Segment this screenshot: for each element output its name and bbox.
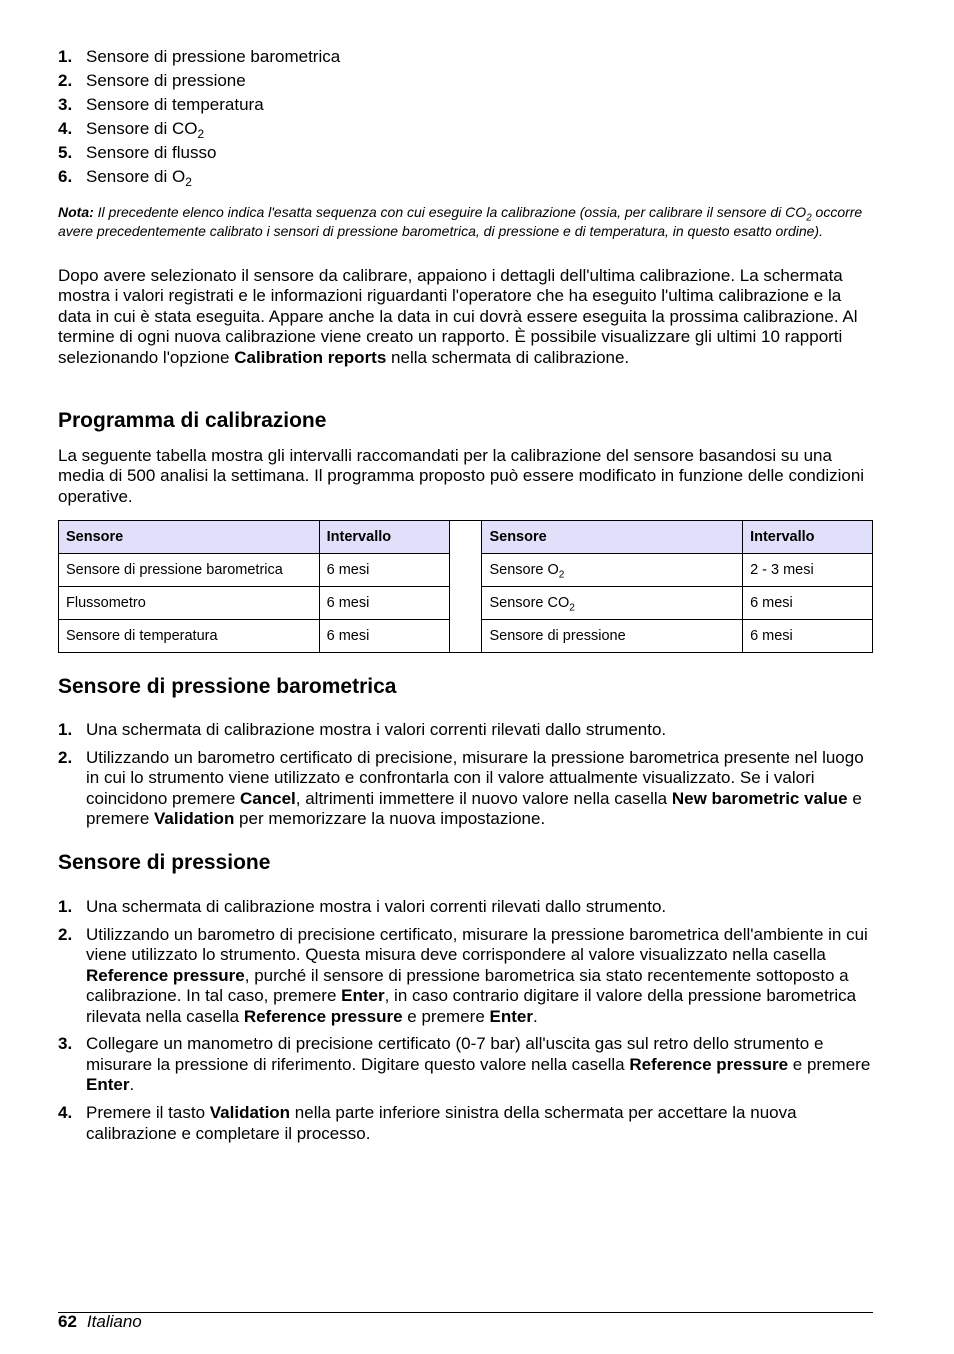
sensor-order-list [58, 47, 872, 191]
table-cell: Sensore di temperatura [59, 620, 320, 653]
column-header: Sensore [59, 521, 320, 554]
step-text: Utilizzando un barometro certificato di precisione, misurare la pressione barometrica presente nel luogo in cui lo strumento viene utilizzato e confrontarla con il valore attualmente visualizzato. Se i valori coincidono premere Cancel, altrimenti immettere il nuovo valore nella casella New barometric value e premere Validation per memorizzare la nuova impostazione. [86, 747, 864, 829]
list-item: 4. Premere il tasto Validation nella parte inferiore sinistra della schermata per accettare la nuova calibrazione e completare il processo. [58, 1103, 797, 1143]
table-spacer [449, 521, 482, 653]
step-text: Una schermata di calibrazione mostra i valori correnti rilevati dallo strumento. [86, 720, 667, 739]
list-item: 1. Una schermata di calibrazione mostra i valori correnti rilevati dallo strumento. [58, 720, 667, 739]
page-number: 62 [58, 1312, 77, 1331]
step-text: Utilizzando un barometro di precisione certificato, misurare la pressione barometrica dell'ambiente in cui viene utilizzato lo strumento. Questa misura deve corrispondere al valore visualizzato nella casella Reference pressure, purché il sensore di pressione barometrica sia stato recentemente sottoposto a calibrazione. In tal caso, premere Enter, in caso contrario digitare il valore della pressione barometrica rilevata nella casella Reference pressure e premere Enter. [86, 924, 868, 1026]
list-item: 6. Sensore di $O_2$ [58, 167, 192, 190]
list-item: 1. Sensore di pressione barometrica [58, 47, 341, 66]
table-cell: Sensore di pressione [482, 620, 743, 653]
list-item: 3. Sensore di temperatura [58, 95, 264, 114]
table-cell: Flussometro [59, 587, 320, 620]
page-footer [58, 1311, 142, 1333]
footer-divider [58, 1312, 873, 1313]
table-cell: 6 mesi [743, 587, 873, 620]
list-item: 4. Sensore di $CO_2$ [58, 119, 205, 142]
step-text: Collegare un manometro di precisione certificato (0-7 bar) all'uscita gas sul retro dello strumento e misurare la pressione di riferimento. Digitare questo valore nella casella Reference pressure e premere Enter. [86, 1034, 871, 1095]
table-cell: 6 mesi [319, 620, 449, 653]
table-header-row [59, 521, 873, 554]
list-item: 3. Collegare un manometro di precisione certificato (0-7 bar) all'uscita gas sul retro dello strumento e misurare la pressione di riferimento. Digitare questo valore nella casella Reference pressure e premere Enter. [58, 1034, 871, 1095]
calibration-note: Nota: Il precedente elenco indica l'esatta sequenza con cui eseguire la calibrazione (ossia, per calibrare il sensore di $CO_2$ occorre avere precedentemente calibrato i sensori di pressione barometrica, di pressione e di temperatura, in questo esatto ordine). [58, 204, 863, 239]
baro-heading: Sensore di pressione barometrica [58, 675, 397, 698]
column-header: Intervallo [743, 521, 873, 554]
list-item: 1. Una schermata di calibrazione mostra i valori correnti rilevati dallo strumento. [58, 897, 667, 916]
list-item: 2. Utilizzando un barometro certificato di precisione, misurare la pressione barometrica presente nel luogo in cui lo strumento viene utilizzato e confrontarla con il valore attualmente visualizzato. Se i valori coincidono premere Cancel, altrimenti immettere il nuovo valore nella casella New barometric value e premere Validation per memorizzare la nuova impostazione. [58, 747, 864, 829]
table-cell: 6 mesi [319, 554, 449, 587]
table-cell: Sensore di pressione barometrica [59, 554, 320, 587]
schedule-heading: Programma di calibrazione [58, 409, 327, 432]
table-cell: Sensore $O_2$ [482, 554, 743, 587]
footer-language: Italiano [86, 1312, 142, 1331]
list-item: 2. Sensore di pressione [58, 71, 246, 90]
column-header: Intervallo [319, 521, 449, 554]
list-item: 2. Utilizzando un barometro di precisione certificato, misurare la pressione barometrica dell'ambiente in cui viene utilizzato lo strumento. Questa misura deve corrispondere al valore visualizzato nella casella Reference pressure, purché il sensore di pressione barometrica sia stato recentemente sottoposto a calibrazione. In tal caso, premere Enter, in caso contrario digitare il valore della pressione barometrica rilevata nella casella Reference pressure e premere Enter. [58, 924, 868, 1026]
table-cell: 2 - 3 mesi [743, 554, 873, 587]
calibration-schedule-table [58, 520, 873, 653]
step-text: Una schermata di calibrazione mostra i valori correnti rilevati dallo strumento. [86, 897, 667, 916]
baro-steps [58, 720, 872, 830]
intro-paragraph: Dopo avere selezionato il sensore da calibrare, appaiono i dettagli dell'ultima calibrazione. La schermata mostra i valori registrati e le informazioni riguardanti l'operatore che ha eseguito l'ultima calibrazione e la data in cui è stata eseguita. Appare anche la data in cui dovrà essere eseguita la prossima calibrazione. Al termine di ogni nuova calibrazione viene creato un rapporto. È possibile visualizzare gli ultimi 10 rapporti selezionando l'opzione Calibration reports nella schermata di calibrazione. [58, 266, 858, 367]
pressure-steps [58, 897, 872, 1144]
schedule-paragraph: La seguente tabella mostra gli intervalli raccomandati per la calibrazione del sensore basandosi su una media di 500 analisi la settimana. Il programma proposto può essere modificato in funzione delle condizioni operative. [58, 446, 865, 506]
list-item: 5. Sensore di flusso [58, 143, 217, 162]
column-header: Sensore [482, 521, 743, 554]
table-cell: 6 mesi [743, 620, 873, 653]
table-cell: Sensore $CO_2$ [482, 587, 743, 620]
table-cell: 6 mesi [319, 587, 449, 620]
step-text: Premere il tasto Validation nella parte inferiore sinistra della schermata per accettare la nuova calibrazione e completare il processo. [86, 1103, 797, 1143]
pressure-heading: Sensore di pressione [58, 851, 271, 874]
